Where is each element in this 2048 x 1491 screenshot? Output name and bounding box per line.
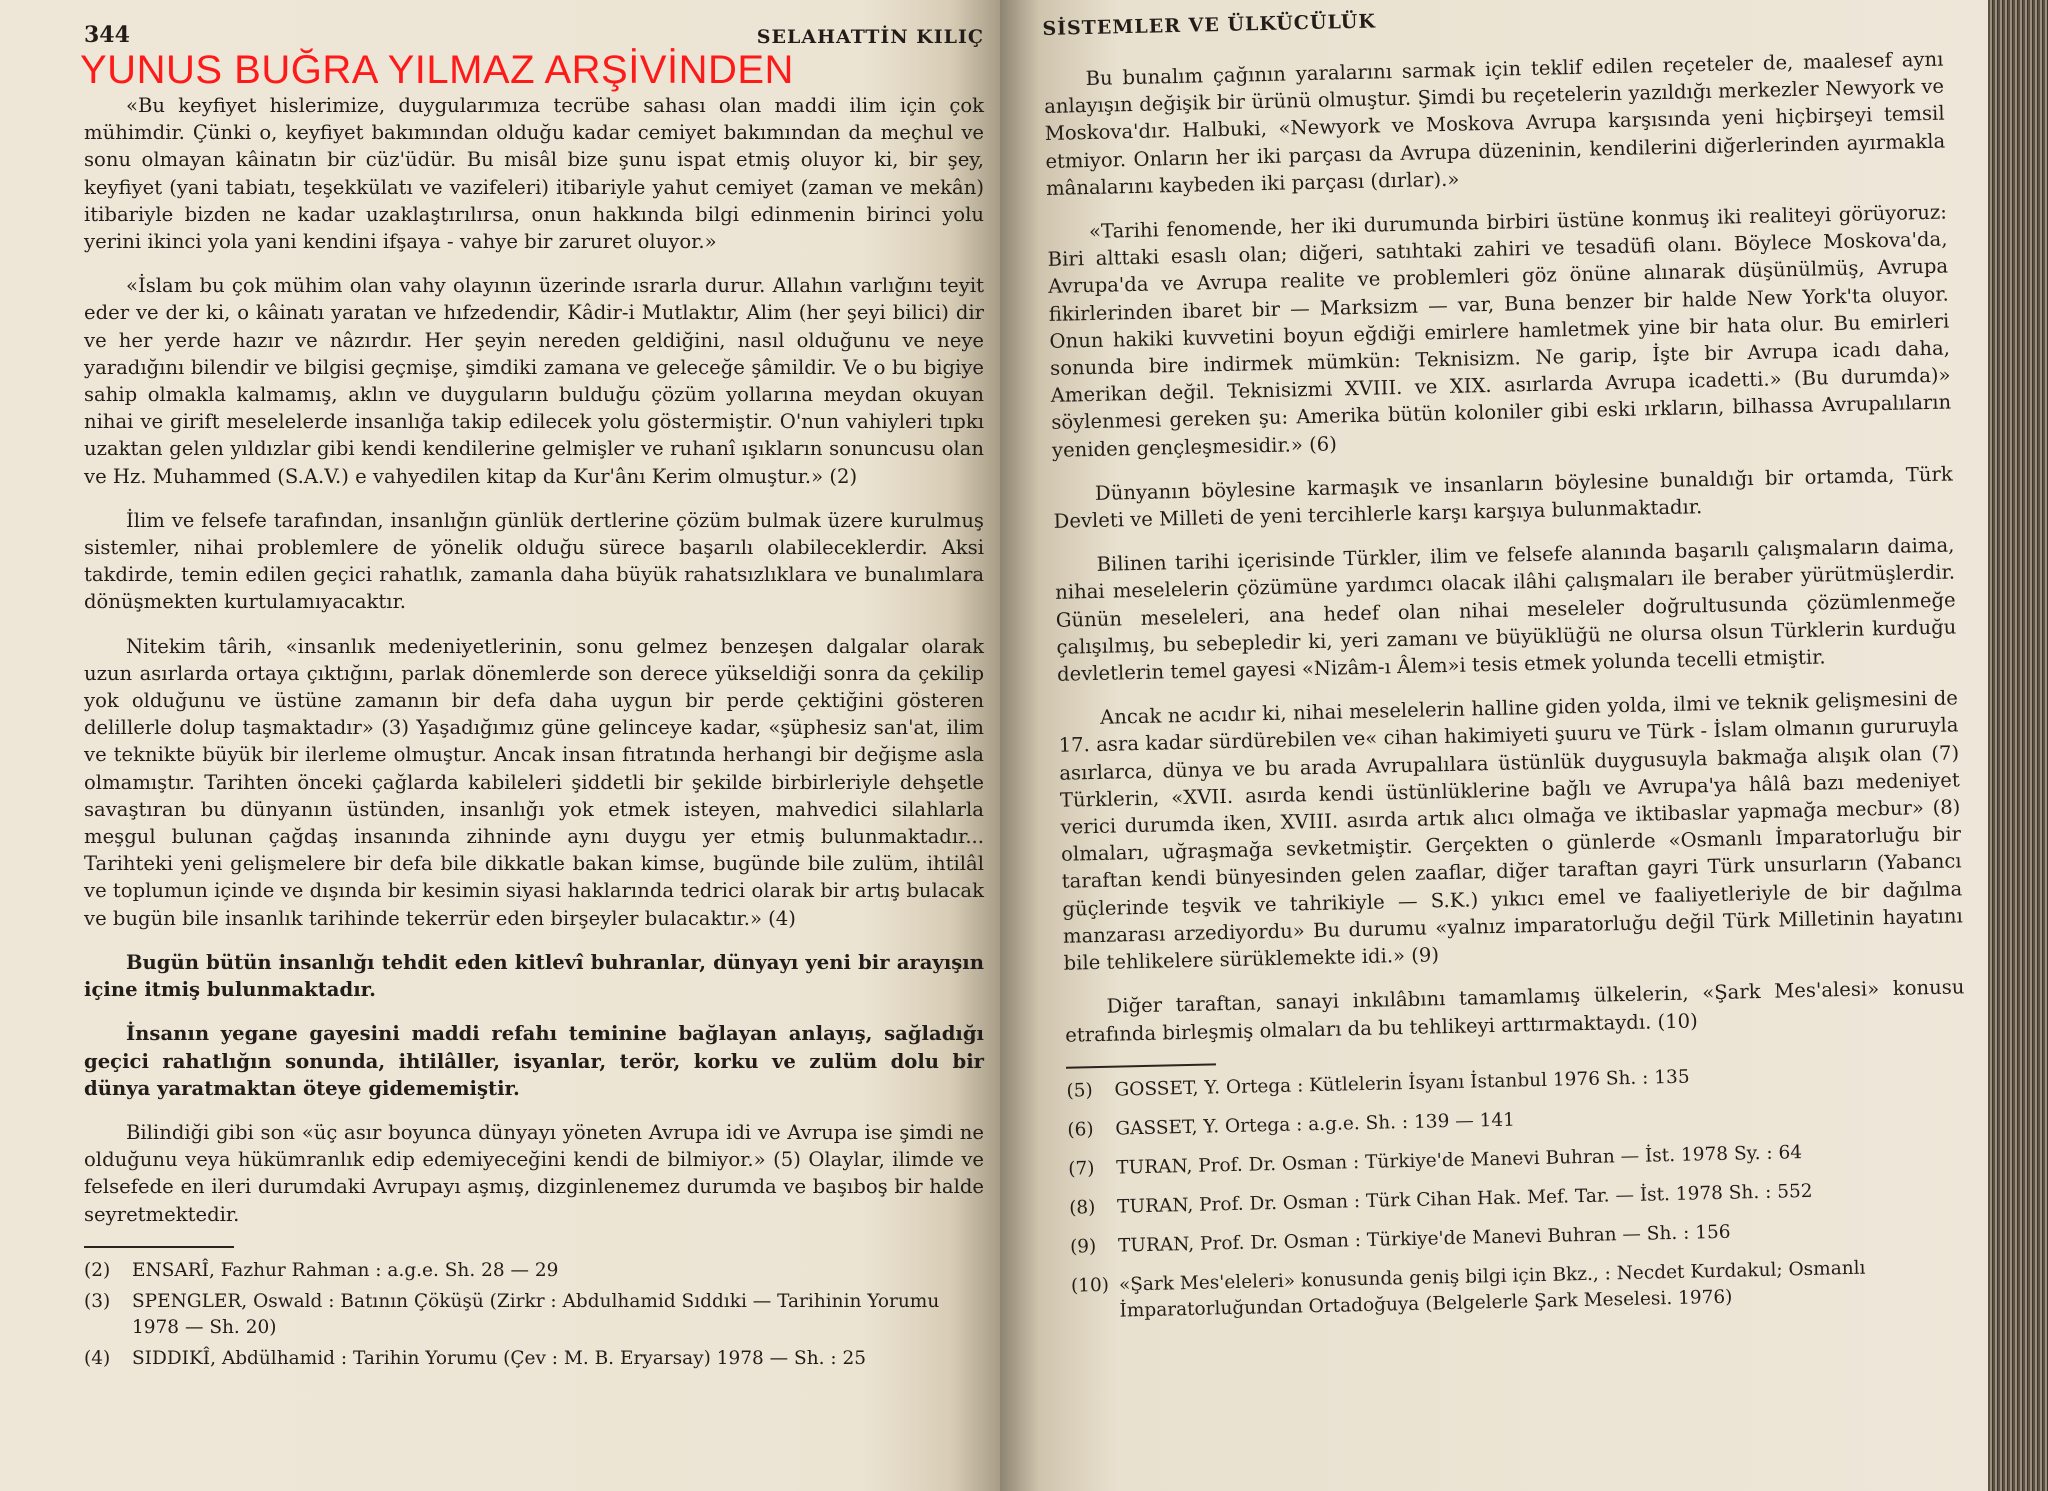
footnote-text: TURAN, Prof. Dr. Osman : Türk Cihan Hak. Mef. Tar. — İst. 1978 Sh. : 552 <box>1116 1180 1813 1218</box>
paragraph: Bilinen tarihi içerisinde Türkler, ilim ve felsefe alanında başarılı çalışmaların daima, nihai meselelerin çözümüne yardımcı olacak ilâhi çalışmaları ile beraber yürütmüşlerdir. Günün meseleleri, ana hedef olan nihai meseleler doğrultusunda çözümlenmeğe çalışılmış, bu sebepledir ki, yeri zamanı ve büyüklüğü ne olursa olsun Türklerin kurduğu devletlerin temel gayesi «Nizâm-ı Âlem»i tesis etmek yolunda tecelli etmiştir. <box>1054 533 1957 686</box>
footnote-number: (8) <box>1068 1196 1096 1219</box>
paragraph: Bilindiği gibi son «üç asır boyunca dünyayı yöneten Avrupa idi ve Avrupa ise şimdi ne olduğunu veya hükümranlık edip edemiyeceğini kendi de bilmiyor.» (5) Olaylar, ilimde ve felsefede en ileri durumdaki Avrupayı aşmış, dizginlenemez durumda ve başıboş bir halde seyretmektedir. <box>84 1120 984 1226</box>
footnote-text: GASSET, Y. Ortega : a.g.e. Sh. : 139 — 141 <box>1115 1109 1516 1140</box>
paragraph: Nitekim târih, «insanlık medeniyetlerinin, sonu gelmez benzeşen dalgalar olarak uzun asırlarda ortaya çıktığını, parlak dönemlerde son derece yükseldiği sonra da çekilip yok olduğunu ve üstüne zamanın bir defa daha uygun bir perde çektiğini gösteren delillerle dolup taşmaktadır» (3) Yaşadığımız güne gelinceye kadar, «şüphesiz san'at, ilim ve teknikte büyük bir ilerleme olmuştur. Ancak insan fıtratında herhangi bir değişme asla olmamıştır. Tarihten önceki çağlarda kabileleri şiddetli bir şekilde birbirleriyle dehşetle savaştıran bu dünyanın üstünden, insanlığı yok etmek isteyen, mahvedici silahlarla meşgul bulunan çağdaş insanında zihninde aynı duygu yer etmiş bulunmaktadır... Tarihteki yeni gelişmelere bir defa bile dikkatle bakan kimse, bugünde bile zulüm, ihtilâl ve toplumun içinde ve dışında bir kesimin siyasi haklarında tedrici olarak bir artış bulacak ve bugün bile insanlık tarihinde tekerrür eden birşeyler bulacaktır.» (4) <box>84 634 984 930</box>
paragraph: «İslam bu çok mühim olan vahy olayının üzerinde ısrarla durur. Allahın varlığını teyit eder ve der ki, o kâinatı yaratan ve hıfzedendir, Kâdir-i Mutlaktır, Alim (her şeyi bilici) dir ve her yerde hazır ve nâzırdır. Her şeyin nereden geldiğini, nasıl olduğunu ve neye yaradığını bilendir ve bilgisi geçmişe, şimdiki zamana ve geleceğe şâmildir. Ve o bu bigiye sahip olmakla kalmamış, aklın ve duyguların bulduğu çözüm yollarına meydan okuyan nihai ve girift meselelerde insanlığa takip edilecek yolu göstermiştir. O'nun vahiyleri tıpkı uzaktan gelen yıldızlar gibi kendi kendilerine gelmişler ve ruhanî ışıkların sonuncusu olan ve Hz. Muhammed (S.A.V.) e vahyedilen kitap da Kur'ânı Kerim olmuştur.» (2) <box>84 274 984 488</box>
left-page-content <box>84 18 984 1377</box>
footnote-number: (7) <box>1068 1157 1095 1180</box>
footnote <box>84 1346 984 1372</box>
footnote-text: TURAN, Prof. Dr. Osman : Türkiye'de Manevi Buhran — Sh. : 156 <box>1117 1221 1731 1257</box>
footnote-number: (2) <box>84 1259 111 1281</box>
page-number: 344 <box>84 22 130 48</box>
right-page-content <box>1042 0 1972 1338</box>
footnote <box>84 1289 984 1341</box>
footnote-number: (4) <box>84 1347 111 1369</box>
footnote-number: (5) <box>1066 1079 1093 1102</box>
book-page-edges <box>1988 0 2048 1491</box>
paragraph: İlim ve felsefe tarafından, insanlığın günlük dertlerine çözüm bulmak üzere kurulmuş sistemler, nihai problemlere de yönelik olduğu sürece başarılı olabileceklerdir. Aksi takdirde, temin edilen geçici rahatlık, zamanla daha büyük rahatsızlıklara ve bunalımlara dönüşmekten kurtulamıyacaktır. <box>84 508 984 614</box>
footnote-text: «Şark Mes'eleleri» konusunda geniş bilgi için Bkz., : Necdet Kurdakul; Osmanlı İmparatorluğundan Ortadoğuya (Belgelerle Şark Meselesi. 1976) <box>1118 1257 1866 1322</box>
paragraph: «Bu keyfiyet hislerimize, duygularımıza tecrübe sahası olan maddi ilim için çok mühimdir. Çünki o, keyfiyet bakımından olduğu kadar cemiyet bakımından da meçhul ve sonu olmayan kâinatın bir cüz'üdür. Bu misâl bize şunu ispat etmiş oluyor ki, bir şey, keyfiyet (yani tabiatı, teşekkülatı ve vazifeleri) itibariyle yahut cemiyet (zaman ve mekân) itibariyle bizden ne kadar uzaklaştırılırsa, onun hakkında bilgi edinmenin birinci yolu yerini ikinci yola yani kendini ifşaya - vahye bir zaruret oluyor.» <box>84 94 984 254</box>
footnote-number: (6) <box>1067 1118 1094 1141</box>
left-page <box>0 0 1000 1491</box>
paragraph-bold: İnsanın yegane gayesini maddi refahı teminine bağlayan anlayış, sağladığı geçici rahatlığın sonunda, ihtilâller, isyanlar, terör, korku ve zulüm dolu bir dünya yaratmaktan öteye gidememiştir. <box>84 1022 984 1100</box>
right-page <box>1000 0 1988 1491</box>
paragraph-bold: Bugün bütün insanlığı tehdit eden kitlevî buhranlar, dünyayı yeni bir arayışın içine itmiş bulunmaktadır. <box>84 950 984 1002</box>
paragraph: Ancak ne acıdır ki, nihai meselelerin halline giden yolda, ilmi ve teknik gelişmesini de 17. asra kadar sürdürebilen ve« cihan hakimiyeti şuuru ve Türk - İslam olmanın gururuyla asırlarca, dünya ve bu arada Avrupalılara üstünlük duygusuyla bakmağa alışık olan (7) Türklerin, «XVII. asırda kendi üstünlüklerine bağlı ve Avrupa'ya hâlâ bazı medeniyet verici durumda iken, XVIII. asırda artık alıcı olmağa ve iktibaslar yapmağa mecbur» (8) olmaları, uğraşmağa sevketmiştir. Gerçekten o günlerde «Osmanlı İmparatorluğu bir taraftan kendi bünyesinden gelen zaaflar, diğer taraftan gayri Türk unsurların (Yabancı güçlerinde teşvik ve tahrikiyle — S.K.) yıkıcı emel ve faaliyetleriyle de bir dağılma manzarası arzediyordu» Bu durumu «yalnız imparatorluğu değil Türk Milletinin hayatını bile tehlikelere sürüklemekte idi.» (9) <box>1058 686 1964 975</box>
footnote-text: SIDDIKÎ, Abdülhamid : Tarihin Yorumu (Çev : M. B. Eryarsay) 1978 — Sh. : 25 <box>132 1347 867 1369</box>
footnote-text: SPENGLER, Oswald : Batının Çöküşü (Zirkr : Abdulhamid Sıddıki — Tarihinin Yorumu 1978 — Sh. 20) <box>132 1290 940 1338</box>
footnote-number: (3) <box>84 1290 111 1312</box>
footnote <box>1071 1253 1972 1325</box>
footnote <box>1069 1175 1969 1221</box>
footnote-rule <box>1066 1063 1216 1068</box>
archive-watermark: YUNUS BUĞRA YILMAZ ARŞİVİNDEN <box>80 48 794 92</box>
running-head: SİSTEMLER VE ÜLKÜCÜLÜK <box>1042 10 1377 40</box>
footnote-text: GOSSET, Y. Ortega : Kütlelerin İsyanı İstanbul 1976 Sh. : 135 <box>1114 1066 1690 1101</box>
paragraph: «Tarihi fenomende, her iki durumunda birbiri üstüne konmuş iki realiteyi görüyoruz: Biri alttaki esaslı olan; diğeri, satıhtaki zahiri ve tesadüfi olanı. Böylece Moskova'da, Avrupa'da ve Avrupa realite ve problemleri göz önüne alınarak düşünülmüş, Avrupa fikirlerinden ibaret bir — Marksizm — var, Buna benzer bir halde New York'ta oluyor. Onun hakiki kuvvetini boyun eğdiği emirlere hamletmek yine bir hata olur. Bu emirleri sonunda bire indirmek mümkün: Teknisizm. Ne garip, İşte bir Avrupa icadı daha, Amerikan değil. Teknisizmi XVIII. ve XIX. asırlarda Avrupa icadetti.» (Bu durumda)» söylenmesi gereken şu: Amerika bütün koloniler gibi eski ırkların, bilhassa Avrupalıların yeniden gençleşmesidir.» (6) <box>1047 200 1952 462</box>
footnote <box>1070 1214 1970 1260</box>
running-head: SELAHATTİN KILIÇ <box>756 26 984 48</box>
footnote <box>1068 1136 1968 1182</box>
footnote-text: TURAN, Prof. Dr. Osman : Türkiye'de Manevi Buhran — İst. 1978 Sy. : 64 <box>1116 1141 1803 1179</box>
footnote <box>1067 1097 1967 1143</box>
footnote-text: ENSARÎ, Fazhur Rahman : a.g.e. Sh. 28 — 29 <box>132 1259 559 1281</box>
footnote-rule <box>84 1246 234 1248</box>
left-header <box>84 18 984 48</box>
paragraph: Diğer taraftan, sanayi inkılâbını tamamlamış ülkelerin, «Şark Mes'alesi» konusu etrafında birleşmiş olmaları da bu tehlikeyi arttırmaktaydı. (10) <box>1064 975 1965 1047</box>
footnote-number: (9) <box>1069 1235 1097 1258</box>
paragraph: Bu bunalım çağının yaralarını sarmak için teklif edilen reçeteler de, maalesef aynı anlayışın değişik bir ürünü olmuştur. Şimdi bu reçetelerin yazıldığı merkezler Newyork ve Moskova'dır. Halbuki, «Newyork ve Moskova Avrupa karşısında yeni hiçbirşeyi temsil etmiyor. Onların her iki parçası da Avrupa düzeninin, kendilerini diğerlerinden ayırmakla mânalarını kaybeden iki parçası (dırlar).» <box>1043 47 1946 200</box>
footnote-number: (10) <box>1070 1274 1110 1297</box>
footnote <box>84 1258 984 1284</box>
paragraph: Dünyanın böylesine karmaşık ve insanların böylesine bunaldığı bir ortamda, Türk Devleti ve Milleti de yeni tercihlerle karşı karşıya bulunmaktadır. <box>1053 462 1954 533</box>
